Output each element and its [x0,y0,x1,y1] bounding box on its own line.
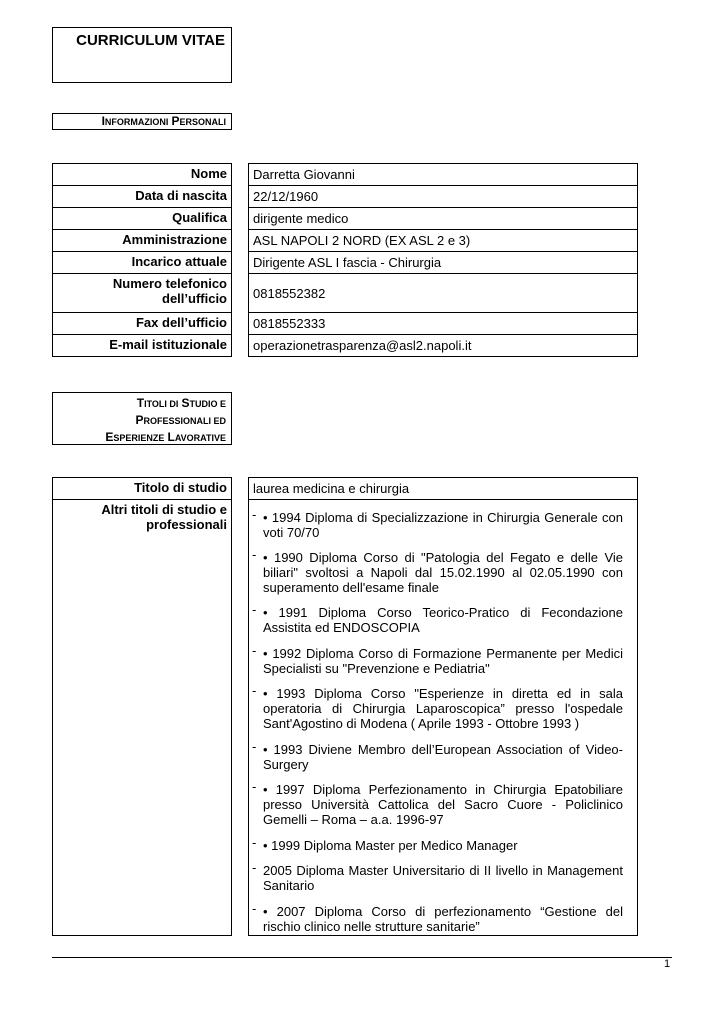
label-data-nascita: Data di nascita [52,185,232,208]
list-item: - • 1997 Diploma Perfezionamento in Chirurgia Epatobiliare presso Università Cattolica del Sacro Cuore - Policlinico Gemelli – Roma – a.a. 1996-97 [252,779,623,827]
list-item: - • 1994 Diploma di Specializzazione in Chirurgia Generale con voti 70/70 [252,507,623,540]
label-amministrazione: Amministrazione [52,229,232,252]
value-data-nascita: 22/12/1960 [248,185,638,208]
value-nome: Darretta Giovanni [248,163,638,186]
list-item: - • 1991 Diploma Corso Teorico-Pratico di Fecondazione Assistita ed ENDOSCOPIA [252,602,623,635]
list-item: - • 1993 Diviene Membro dell’European Association of Video-Surgery [252,739,623,772]
list-item: - • 1993 Diploma Corso "Esperienze in diretta ed in sala operatoria di Chirurgia Laparoscopica” presso l'ospedale Sant'Agostino di Modena ( Aprile 1993 - Ottobre 1993 ) [252,683,623,731]
list-item: - • 1990 Diploma Corso di "Patologia del Fegato e delle Vie biliari" svoltosi a Napoli dal 15.02.1990 al 02.05.1990 con superamento dell'esame finale [252,547,623,595]
label-email: E-mail istituzionale [52,334,232,357]
page-number: 1 [664,958,671,970]
label-fax: Fax dell’ufficio [52,312,232,335]
list-item: - 2005 Diploma Master Universitario di II livello in Management Sanitario [252,860,623,893]
label-altri-titoli: Altri titoli di studio e professionali [52,499,232,936]
label-nome: Nome [52,163,232,186]
title-box [52,27,232,83]
value-email: operazionetrasparenza@asl2.napoli.it [248,334,638,357]
list-item: - • 1992 Diploma Corso di Formazione Permanente per Medici Specialisti su "Prevenzione e Pediatria" [252,643,623,676]
label-telefono: Numero telefonico dell’ufficio [52,273,232,313]
section-header-personal-info: INFORMAZIONI PERSONALI [52,113,232,130]
footer-divider [52,957,672,958]
value-titolo-studio: laurea medicina e chirurgia [248,477,638,500]
label-titolo-studio: Titolo di studio [52,477,232,500]
list-item: - • 1999 Diploma Master per Medico Manager [252,835,518,853]
label-incarico: Incarico attuale [52,251,232,274]
list-item: - • 2007 Diploma Corso di perfezionamento “Gestione del rischio clinico nelle strutture sanitarie” [252,901,623,934]
altri-titoli-list [248,499,638,936]
section-header-titoli: TITOLI DI STUDIO E PROFESSIONALI ED ESPERIENZE LAVORATIVE [52,392,232,445]
value-amministrazione: ASL NAPOLI 2 NORD (EX ASL 2 e 3) [248,229,638,252]
value-incarico: Dirigente ASL I fascia - Chirurgia [248,251,638,274]
label-qualifica: Qualifica [52,207,232,230]
value-telefono: 0818552382 [248,273,638,313]
value-qualifica: dirigente medico [248,207,638,230]
value-fax: 0818552333 [248,312,638,335]
document-title: CURRICULUM VITAE [76,32,225,49]
